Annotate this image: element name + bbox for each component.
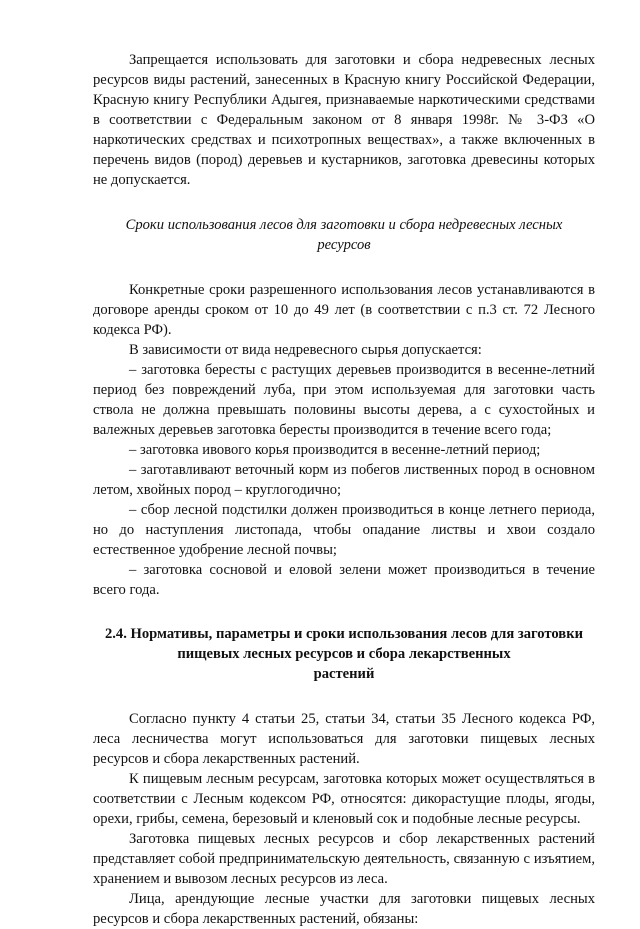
- spacer: [93, 684, 595, 709]
- section-heading-2-4: [93, 624, 595, 684]
- list-item-forest-litter: – сбор лесной подстилки должен производиться в конце летнего периода, но до наступления листопада, чтобы опадание листвы и хвои создало естественное удобрение лесной почвы;: [93, 502, 595, 558]
- heading-line-3: растений: [313, 666, 375, 682]
- list-item-conifer-greenery: – заготовка сосновой и еловой зелени может производиться в течение всего года.: [93, 562, 595, 598]
- document-page: [93, 50, 595, 929]
- list-item-willow-bark: – заготовка ивового корья производится в весенне-летний период;: [129, 442, 541, 458]
- list-item-birch-bark: – заготовка бересты с растущих деревьев производится в весенне-летний период без повреждений луба, при этом используемая для заготовки часть ствола не должна превышать половины высоты дерева, а с сухостойных и валежных деревьев заготовка бересты производится в течение всего года;: [93, 362, 595, 438]
- section-subtitle-non-timber-terms: Сроки использования лесов для заготовки и сбора недревесных лесных ресурсов: [125, 217, 563, 253]
- heading-line-1: 2.4. Нормативы, параметры и сроки использования лесов для заготовки: [104, 626, 584, 642]
- paragraph-legal-basis: Согласно пункту 4 статьи 25, статьи 34, статьи 35 Лесного кодекса РФ, леса лесничества могут использоваться для заготовки пищевых лесных ресурсов и сбора лекарственных растений.: [93, 711, 595, 767]
- paragraph-business-activity: Заготовка пищевых лесных ресурсов и сбор лекарственных растений представляет собой предпринимательскую деятельность, связанную с изъятием, хранением и вывозом лесных ресурсов из леса.: [93, 831, 595, 887]
- paragraph-food-resources: К пищевым лесным ресурсам, заготовка которых может осуществляться в соответствии с Лесным кодексом РФ, относятся: дикорастущие плоды, ягоды, орехи, грибы, семена, березовый и кленовый сок и подобные лесные ресурсы.: [93, 771, 595, 827]
- paragraph-lessee-obligations: Лица, арендующие лесные участки для заготовки пищевых лесных ресурсов и сбора лекарственных растений, обязаны:: [93, 891, 595, 927]
- spacer: [93, 255, 595, 280]
- paragraph-allowed-intro: В зависимости от вида недревесного сырья допускается:: [129, 342, 482, 358]
- list-item-branch-fodder: – заготавливают веточный корм из побегов лиственных пород в основном летом, хвойных пород – круглогодично;: [93, 462, 595, 498]
- paragraph-lease-terms: Конкретные сроки разрешенного использования лесов устанавливаются в договоре аренды сроком от 10 до 49 лет (в соответствии с п.3 ст. 72 Лесного кодекса РФ).: [93, 282, 595, 338]
- paragraph-prohibition: Запрещается использовать для заготовки и сбора недревесных лесных ресурсов виды растений, занесенных в Красную книгу Российской Федерации, Красную книгу Республики Адыгея, признаваемые наркотическими средствами в соответствии с Федеральным законом от 8 января 1998г. № 3-ФЗ «О наркотических средствах и психотропных веществах», а также включенных в перечень видов (пород) деревьев и кустарников, заготовка древесины которых не допускается.: [93, 52, 595, 188]
- heading-line-2: пищевых лесных ресурсов и сбора лекарственных: [177, 646, 511, 662]
